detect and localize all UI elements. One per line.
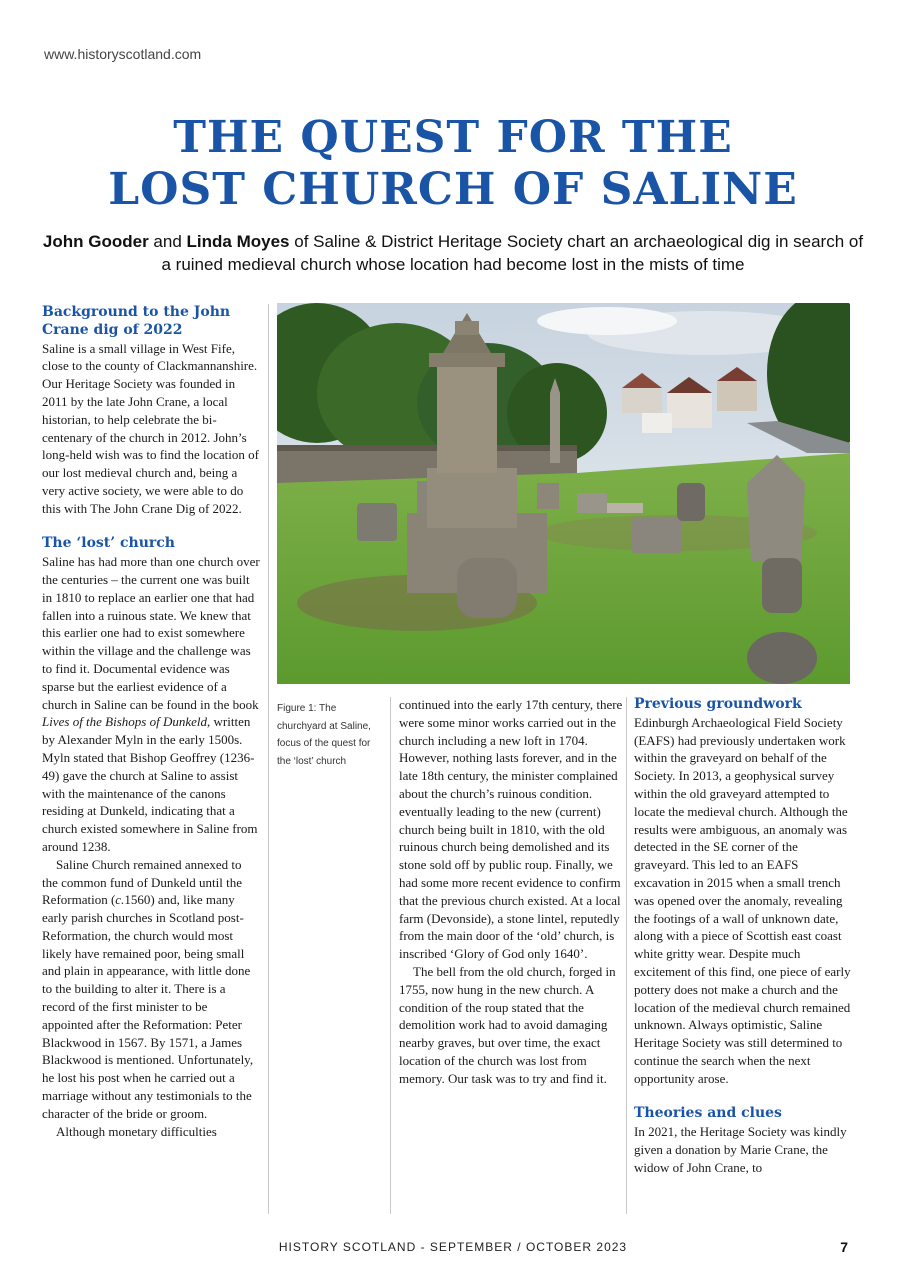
author-1: John Gooder: [42, 232, 149, 251]
site-url: www.historyscotland.com: [44, 46, 202, 62]
standfirst-text: of Saline & District Heritage Society chart an archaeological dig in search of a ruined medieval church whose location had become lost in the mists of time: [161, 232, 864, 274]
column-1: [42, 304, 260, 1140]
heading-theories: Theories and clues: [634, 1105, 782, 1122]
author-join: and: [153, 232, 182, 251]
author-2: Linda Moyes: [186, 232, 290, 251]
title-line-1: THE QUEST FOR THE: [173, 112, 733, 163]
column-3: [399, 696, 625, 1088]
paragraph-annexed: [42, 856, 260, 1123]
annexed-text-a: Saline Church remained annexed to the common fund of Dunkeld until the Reformation (: [42, 856, 243, 908]
issue-date: - SEPTEMBER / OCTOBER 2023: [416, 1240, 628, 1254]
paragraph-previous-groundwork: Edinburgh Archaeological Field Society (EAFS) had previously undertaken work within the graveyard on behalf of the Society. In 2013, a geophysical survey within the old graveyard attempted to locate the medieval church. Although the results were ambiguous, an anomaly was detected in the SE corner of the graveyard. This led to an EAFS excavation in 2015 when a small trench was opened over the anomaly, revealing the footings of a wall of unknown date, along with a piece of Scottish east coast white gritty wear. Despite much excitement of this find, one piece of early pottery does not make a church and the location of the medieval church remained unknown. Always optimistic, Saline Heritage Society was still determined to continue the search when the next opportunity arose.: [634, 714, 851, 1086]
paragraph-bell: The bell from the old church, forged in 1755, now hung in the new church. A condition of the roup stated that the demolition work had to avoid damaging nearby graves, but over time, the exact location of the church was lost from memory. Our task was to try and find it.: [399, 963, 616, 1086]
column-rule-1: [268, 304, 269, 1214]
page-number: 7: [840, 1239, 848, 1255]
churchyard-photo: [277, 303, 850, 684]
paragraph-lost-church: [42, 553, 260, 856]
column-rule-3: [626, 697, 627, 1214]
footer: [0, 1240, 906, 1254]
paragraph-theories: In 2021, the Heritage Society was kindly given a donation by Marie Crane, the widow of John Crane, to: [634, 1124, 847, 1175]
paragraph-background: Saline is a small village in West Fife, close to the county of Clackmannanshire. Our Heritage Society was founded in 2011 by the late John Crane, a local historian, to help celebrate the bi-centenary of the church in 2012. John’s long-held wish was to find the location of our lost medieval church and, being a very active society, we were able to do this with The John Crane Dig of 2022.: [42, 340, 259, 516]
heading-lost-church: The ‘lost’ church: [42, 535, 175, 552]
paragraph-continued: continued into the early 17th century, there were some minor works carried out in the church including a new loft in 1704. However, nothing lasts forever, and in the late 18th century, the minister complained about the church’s ruinous condition. eventually leading to the new (current) church being built in 1810, with the old ruinous church being demolished and its stone sold off by public roup. Finally, we had some more recent evidence to confirm that the previous church existed. At a local farm (Devonside), a stone lintel, reputedly from the main door of the ‘old’ church, is inscribed ‘Glory of God only 1640’.: [399, 697, 623, 962]
book-title: Lives of the Bishops of Dunkeld: [42, 714, 208, 730]
column-rule-2: [390, 697, 391, 1214]
lost-church-text-b: , written by Alexander Myln in the early 1500s. Myln stated that Bishop Geoffrey (1236-49) gave the church at Saline to assist with the maintenance of the canons residing at Dunkeld, indicating that a church existed somewhere in Saline from around 1238.: [42, 714, 258, 854]
paragraph-although: Although monetary difficulties: [56, 1123, 217, 1139]
column-4: [634, 696, 854, 1177]
article-title: [0, 112, 906, 216]
title-line-2: LOST CHURCH OF SALINE: [108, 164, 798, 215]
magazine-name: HISTORY SCOTLAND: [278, 1240, 417, 1254]
standfirst: [40, 230, 866, 276]
annexed-text-b: 1560) and, like many early parish churches in Scotland post-Reformation, the church would most likely have remained poor, being small and plain in appearance, with little done to the building to alter it. There is a record of the first minister to be appointed after the Reformation: Peter Blackwood in 1567. By 1571, a James Blackwood is mentioned. Unfortunately, he lost his post when he carried out a marriage without any testimonials to the character of the bride or groom.: [42, 892, 254, 1121]
figure-caption: Figure 1: The churchyard at Saline, focus of the quest for the ‘lost’ church: [277, 703, 371, 767]
heading-previous-groundwork: Previous groundwork: [634, 696, 802, 712]
lost-church-text-a: Saline has had more than one church over the centuries – the current one was built in 1810 to replace an earlier one that had fallen into a ruinous state. We knew that this earlier one had to exist somewhere within the village and the challenge was to find it. Documental evidence was sparse but the earliest evidence of a church in Saline can be found in the book: [42, 554, 260, 712]
heading-background: Background to the John Crane dig of 2022: [42, 304, 231, 338]
circa: c.: [115, 892, 125, 908]
